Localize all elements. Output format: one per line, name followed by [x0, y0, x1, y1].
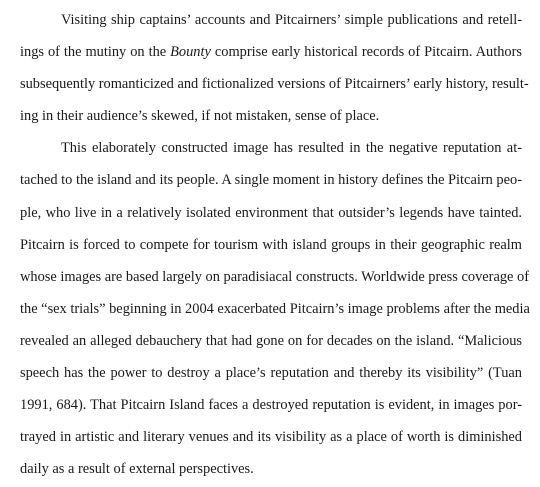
paragraph-1-line-4 — [20, 107, 522, 125]
paragraph-2-line-4 — [20, 236, 522, 254]
paragraph-2-line-3 — [20, 204, 522, 222]
paragraph-2-line-10 — [20, 428, 522, 446]
text-run: tached to the island and its people. A single moment in history defines the Pitcairn peo- — [20, 172, 522, 188]
text-run: 1991, 684). That Pitcairn Island faces a destroyed reputation is evident, in images por- — [20, 397, 522, 413]
text-run: ple, who live in a relatively isolated environment that outsider’s legends have tainted. — [20, 205, 522, 221]
ship-name-italic: Bounty — [170, 44, 211, 60]
paragraph-2-line-6 — [20, 300, 530, 318]
text-run: subsequently romanticized and fictionalized versions of Pitcairners’ early history, result- — [20, 76, 529, 92]
text-run: Visiting ship captains’ accounts and Pitcairners’ simple publications and retell- — [61, 12, 522, 28]
paragraph-2-line-9 — [20, 396, 522, 414]
text-run: trayed in artistic and literary venues and its visibility as a place of worth is diminished — [20, 429, 522, 445]
paragraph-1-line-2 — [20, 43, 522, 61]
paragraph-2-line-11 — [20, 460, 522, 478]
text-run: whose images are based largely on paradisiacal constructs. Worldwide press coverage of — [20, 269, 529, 285]
text-run: daily as a result of external perspectives. — [20, 461, 254, 477]
paragraph-2-line-7 — [20, 332, 522, 350]
text-run: revealed an alleged debauchery that had gone on for decades on the island. “Malicious — [20, 333, 522, 349]
paragraph-2-line-2 — [20, 171, 522, 189]
paragraph-1-line-3 — [20, 75, 529, 93]
text-run: speech has the power to destroy a place’s reputation and thereby its visibility” (Tuan — [20, 365, 522, 381]
paragraph-2-line-8 — [20, 364, 522, 382]
text-run: comprise early historical records of Pitcairn. Authors — [210, 44, 523, 60]
text-run: ing in their audience’s skewed, if not mistaken, sense of place. — [20, 108, 380, 124]
text-run: Pitcairn is forced to compete for tourism with island groups in their geographic realm — [20, 237, 522, 253]
text-run: ings of the mutiny on the — [20, 44, 171, 60]
text-run: the “sex trials” beginning in 2004 exacerbated Pitcairn’s image problems after the media — [20, 301, 530, 317]
text-run: This elaborately constructed image has resulted in the negative reputation at- — [61, 140, 522, 156]
paragraph-1-line-1 — [61, 11, 522, 29]
paragraph-2-line-1 — [61, 139, 522, 157]
paragraph-2-line-5 — [20, 268, 529, 286]
